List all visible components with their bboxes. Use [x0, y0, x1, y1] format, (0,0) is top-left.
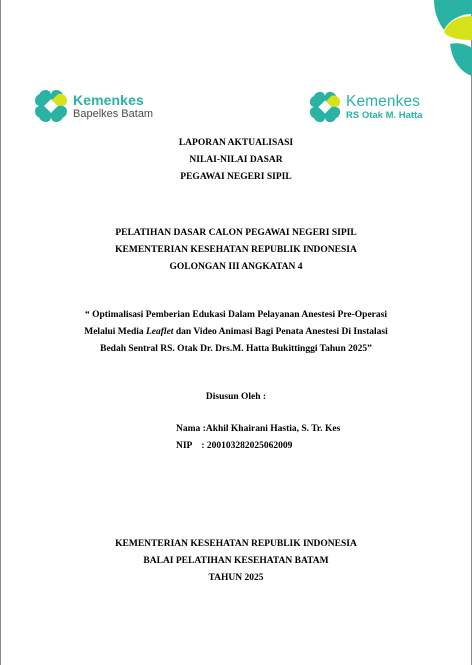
kemenkes-rs-otak-logo	[308, 90, 423, 124]
training-heading-line-3: GOLONGAN III ANGKATAN 4	[169, 262, 303, 272]
name-label: Nama :	[176, 424, 206, 434]
logo-sub-text: RS Otak M. Hatta	[346, 110, 423, 121]
corner-ornament	[400, 0, 472, 76]
training-heading-line-2: KEMENTERIAN KESEHATAN REPUBLIK INDONESIA	[115, 245, 357, 255]
title-line-2	[0, 327, 472, 337]
footer-line-1: KEMENTERIAN KESEHATAN REPUBLIK INDONESIA	[115, 539, 357, 549]
logo-brand-text: Kemenkes	[73, 91, 144, 108]
report-heading-line-2: NILAI-NILAI DASAR	[189, 155, 283, 165]
kemenkes-emblem-icon	[308, 90, 342, 124]
author-label: Disusun Oleh :	[205, 392, 267, 402]
author-nip-line	[176, 441, 292, 451]
report-heading-line-1: LAPORAN AKTUALISASI	[178, 138, 294, 148]
kemenkes-bapelkes-logo	[33, 88, 153, 124]
author-name-line	[176, 424, 340, 434]
title-italic-word: Leaflet	[146, 327, 174, 337]
logo-brand-text: Kemenkes	[346, 92, 421, 110]
title-line-3: Bedah Sentral RS. Otak Dr. Drs.M. Hatta Bukittinggi Tahun 2025”	[100, 344, 372, 354]
kemenkes-emblem-icon	[33, 88, 69, 124]
nip-label: NIP :	[176, 441, 207, 451]
author-name: Akhil Khairani Hastia, S. Tr. Kes	[205, 424, 341, 434]
author-nip: 200103282025062009	[206, 441, 293, 451]
title-line-1: “ Optimalisasi Pemberian Edukasi Dalam Pelayanan Anestesi Pre-Operasi	[85, 310, 387, 320]
footer-line-3: TAHUN 2025	[208, 573, 264, 583]
title-line-2-start: Melalui Media	[84, 327, 146, 337]
title-line-2-end: dan Video Animasi Bagi Penata Anestesi Di Instalasi	[173, 327, 388, 337]
footer-line-2: BALAI PELATIHAN KESEHATAN BATAM	[143, 556, 329, 566]
logo-sub-text: Bapelkes Batam	[73, 107, 154, 120]
report-heading-line-3: PEGAWAI NEGERI SIPIL	[180, 172, 292, 182]
training-heading-line-1: PELATIHAN DASAR CALON PEGAWAI NEGERI SIPIL	[115, 228, 357, 238]
